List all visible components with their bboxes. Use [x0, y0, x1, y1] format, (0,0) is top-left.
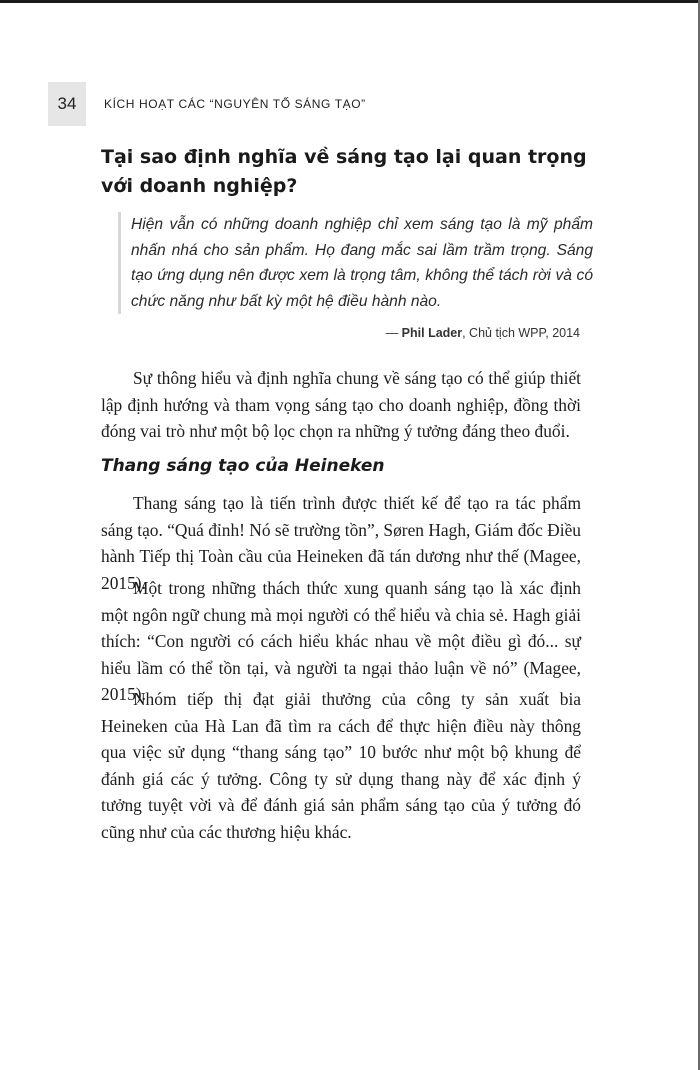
- body-paragraph-1: Thang sáng tạo là tiến trình được thiết kế để tạo ra tác phẩm sáng tạo. “Quá đỉnh! Nó sẽ trường tồn”, Søren Hagh, Giám đốc Điều hành Tiếp thị Toàn cầu của Heineken đã tán dương như thế (Magee, 2015).: [101, 493, 581, 593]
- top-border: [0, 0, 700, 3]
- section-title: Tại sao định nghĩa về sáng tạo lại quan trọng với doanh nghiệp?: [101, 146, 587, 197]
- intro-paragraph: Sự thông hiểu và định nghĩa chung về sáng tạo có thể giúp thiết lập định hướng và tham vọng sáng tạo cho doanh nghiệp, đồng thời đóng vai trò như một bộ lọc chọn ra những ý tưởng đáng theo đuổi.: [101, 368, 581, 441]
- epigraph-quote: [118, 212, 593, 314]
- attribution-dash: —: [385, 326, 399, 340]
- quote-source: , Chủ tịch WPP, 2014: [462, 326, 580, 340]
- page-header: [48, 82, 366, 126]
- quote-author: Phil Lader: [401, 326, 463, 340]
- quote-attribution: [300, 326, 580, 340]
- page-number: 34: [48, 82, 86, 126]
- body-paragraph-2: Một trong những thách thức xung quanh sáng tạo là xác định một ngôn ngữ chung mà mọi người có thể hiểu và chia sẻ. Hagh giải thích: “Con người có cách hiểu khác nhau về một điều gì đó... sự hiểu lầm có thể tồn tại, và người ta ngại thảo luận về nó” (Magee, 2015).: [101, 578, 581, 704]
- body-paragraph-3: Nhóm tiếp thị đạt giải thưởng của công ty sản xuất bia Heineken của Hà Lan đã tìm ra cách để thực hiện điều này thông qua việc sử dụng “thang sáng tạo” 10 bước như một bộ khung để đánh giá các ý tưởng. Công ty sử dụng thang này để xác định ý tưởng tuyệt vời và để đánh giá sản phẩm sáng tạo của ý tưởng đó cũng như của các thương hiệu khác.: [101, 689, 581, 842]
- quote-text: Hiện vẫn có những doanh nghiệp chỉ xem sáng tạo là mỹ phẩm nhấn nhá cho sản phẩm. Họ đang mắc sai lầm trầm trọng. Sáng tạo ứng dụng nên được xem là trọng tâm, không thể tách rời và có chức năng như bất kỳ một hệ điều hành nào.: [131, 216, 593, 310]
- subsection-title: Thang sáng tạo của Heineken: [101, 456, 385, 476]
- running-head: KÍCH HOẠT CÁC “NGUYÊN TỐ SÁNG TẠO”: [104, 97, 366, 111]
